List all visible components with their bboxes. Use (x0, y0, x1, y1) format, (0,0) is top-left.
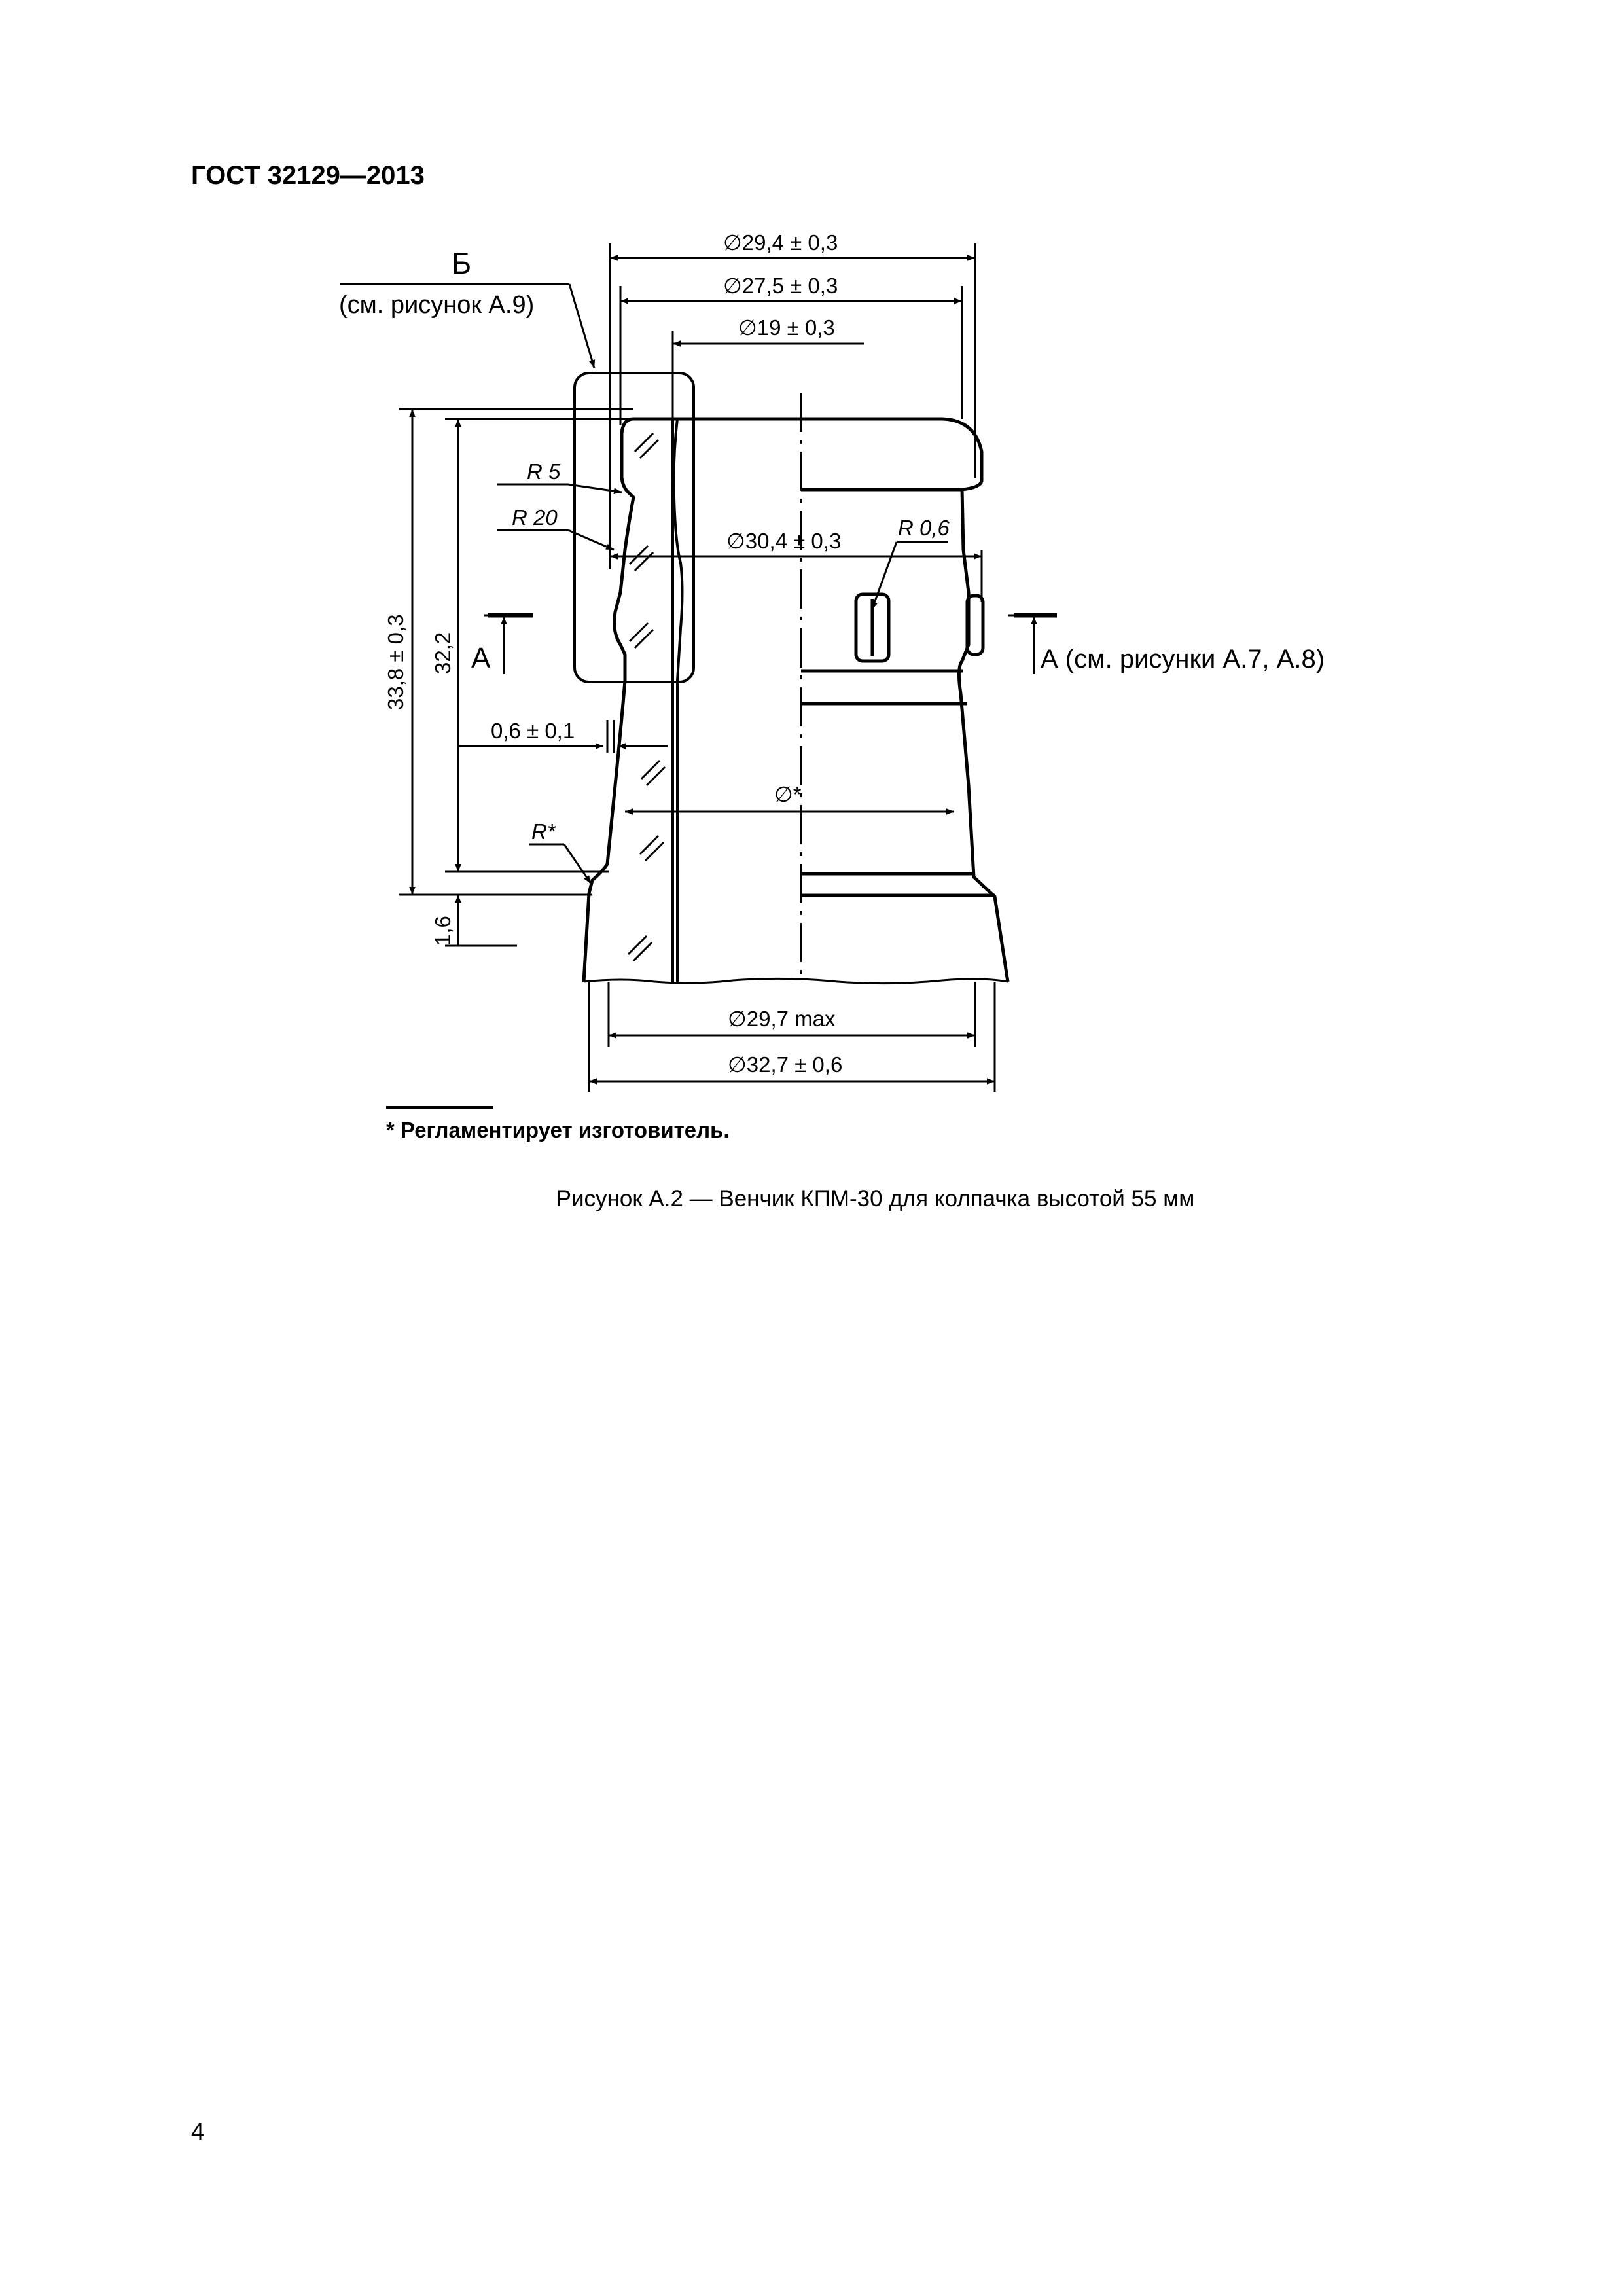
dim-d27-5: ∅27,5 ± 0,3 (723, 274, 838, 298)
dim-d19: ∅19 ± 0,3 (738, 315, 835, 340)
figure-caption (0, 1186, 1623, 1212)
page-number: 4 (191, 2118, 205, 2145)
document-header: ГОСТ 32129—2013 (191, 161, 425, 190)
dim-h33-8: 33,8 ± 0,3 (383, 614, 408, 710)
footnote: * Регламентирует изготовитель. (386, 1118, 730, 1142)
dim-d30-4: ∅30,4 ± 0,3 (726, 529, 842, 553)
dim-h32-2: 32,2 (431, 632, 455, 674)
view-b-ref: (см. рисунок А.9) (339, 291, 535, 319)
dim-r20: R 20 (512, 505, 558, 529)
dim-d-star: ∅* (774, 782, 802, 806)
caption-text: Рисунок А.2 — Венчик КПМ-30 для колпачка высотой 55 мм (556, 1186, 1195, 1211)
view-b-label: Б (452, 246, 472, 280)
part-outline (584, 419, 1008, 984)
footnote-rule (386, 1106, 493, 1109)
dim-r06: R 0,6 (898, 516, 950, 540)
hatch-marks (628, 433, 665, 961)
dim-t0-6: 0,6 ± 0,1 (491, 719, 575, 743)
dim-r5: R 5 (527, 459, 561, 484)
dim-h1-6: 1,6 (431, 916, 455, 946)
section-a-left: А (471, 642, 491, 674)
dim-r-star: R* (531, 819, 556, 844)
dim-d29-7: ∅29,7 max (728, 1007, 836, 1031)
dim-d29-4: ∅29,4 ± 0,3 (723, 230, 838, 255)
dim-d32-7: ∅32,7 ± 0,6 (728, 1052, 843, 1077)
section-a-right: А (см. рисунки А.7, А.8) (1041, 645, 1325, 673)
